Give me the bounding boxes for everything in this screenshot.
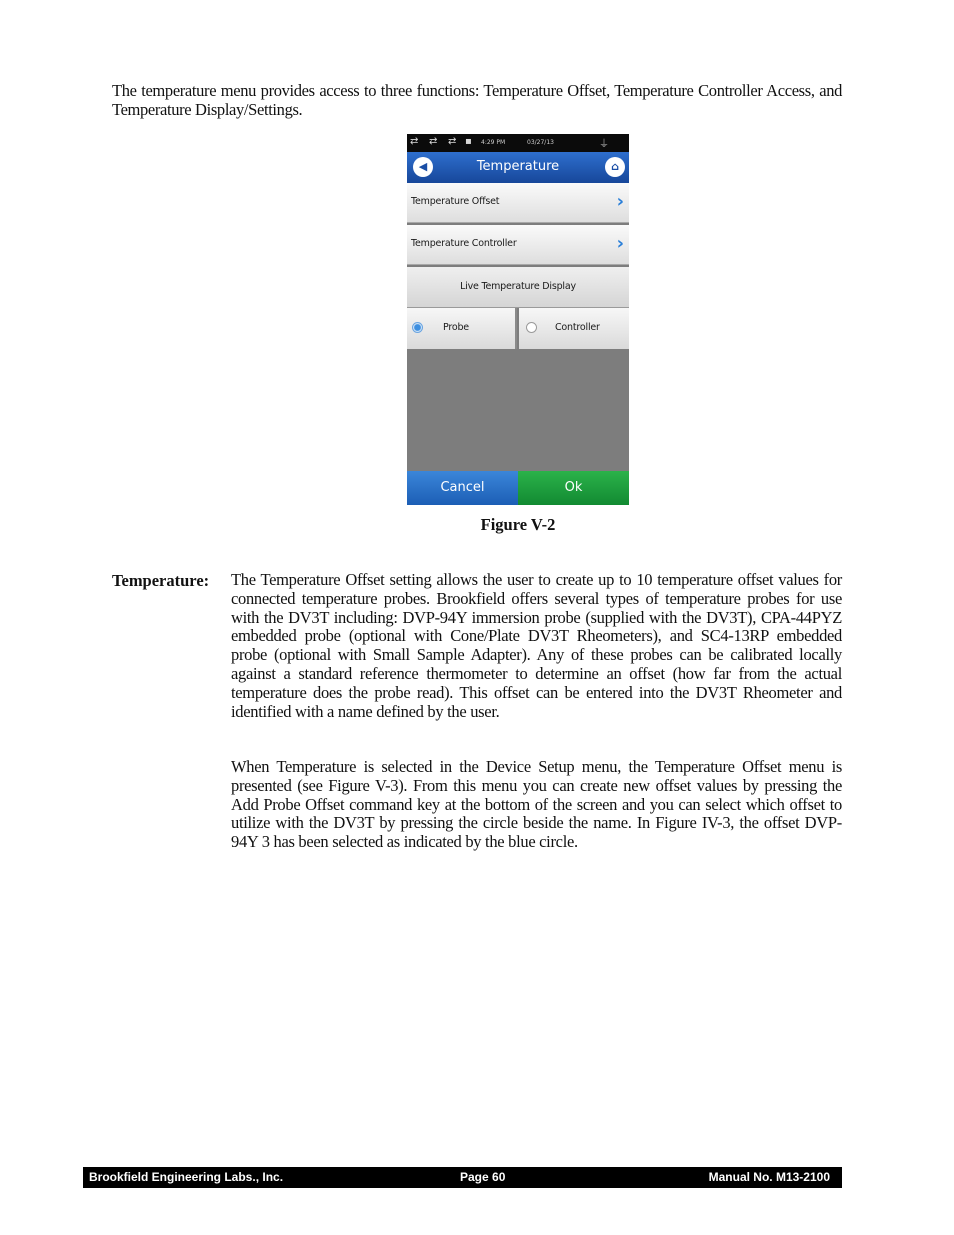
- footer-manual-number: Manual No. M13-2100: [708, 1170, 830, 1184]
- figure-caption: Figure V-2: [480, 515, 556, 534]
- back-arrow-icon[interactable]: ◀: [413, 157, 433, 177]
- chevron-right-icon: ›: [616, 191, 624, 212]
- home-icon[interactable]: ⌂: [605, 157, 625, 177]
- ok-button[interactable]: Ok: [518, 471, 629, 505]
- radio-selected-icon[interactable]: [412, 322, 423, 333]
- page-footer: [83, 1167, 842, 1188]
- radio-unselected-icon[interactable]: [526, 322, 537, 333]
- radio-option-controller[interactable]: [519, 308, 629, 349]
- cancel-button[interactable]: Cancel: [407, 471, 518, 505]
- section-term: Temperature:: [112, 571, 210, 590]
- radio-option-probe[interactable]: [407, 308, 517, 349]
- section-label: Live Temperature Display: [460, 281, 576, 292]
- body-paragraph: The Temperature Offset setting allows the user to create up to 10 temperature offset values for connected temperature probes. Brookfield offers several types of temperature probes for use with the DV3T including: DVP-94Y immersion probe (supplied with the DV3T), CPA-44PYZ embedded probe (optional with Cone/Plate DV3T Rheometers), and SC4-13RP embedded probe (optional with Small Sample Adapter). Any of these probes can be calibrated locally against a standard reference thermometer to determine an offset (how far from the actual temperature does the probe read). This offset can be entered into the DV3T Rheometer and identified with a name defined by the user.: [231, 570, 842, 721]
- footer-company: Brookfield Engineering Labs., Inc.: [89, 1170, 284, 1184]
- title-bar: [407, 152, 629, 183]
- status-date: 03/27/13: [527, 139, 554, 146]
- signal-icon: ⏚: [599, 139, 609, 150]
- menu-item-label: Temperature Controller: [411, 238, 517, 249]
- menu-item-label: Temperature Offset: [411, 196, 500, 207]
- radio-label: Probe: [443, 322, 469, 333]
- device-screenshot: [407, 134, 629, 505]
- printer-icon: ▪: [465, 136, 472, 147]
- status-time: 4:29 PM: [481, 139, 506, 146]
- usb-icon: ⇄: [448, 136, 457, 147]
- menu-item-temperature-controller[interactable]: [407, 225, 629, 265]
- intro-paragraph: The temperature menu provides access to three functions: Temperature Offset, Temperature Controller Access, and Temperature Display/Settings.: [112, 81, 842, 119]
- usb-icon: ⇄: [429, 136, 438, 147]
- usb-icon: ⇄: [410, 136, 419, 147]
- radio-label: Controller: [555, 322, 600, 333]
- screen-title: Temperature: [476, 159, 560, 174]
- live-temperature-display-header: [407, 267, 629, 308]
- menu-item-temperature-offset[interactable]: [407, 183, 629, 223]
- status-bar: [407, 134, 629, 152]
- chevron-right-icon: ›: [616, 233, 624, 254]
- footer-page-number: Page 60: [460, 1170, 506, 1184]
- body-paragraph: When Temperature is selected in the Device Setup menu, the Temperature Offset menu is presented (see Figure V-3). From this menu you can create new offset values by pressing the Add Probe Offset command key at the bottom of the screen and you can select which offset to utilize with the DV3T by pressing the circle beside the name. In Figure IV-3, the offset DVP-94Y 3 has been selected as indicated by the blue circle.: [231, 757, 842, 852]
